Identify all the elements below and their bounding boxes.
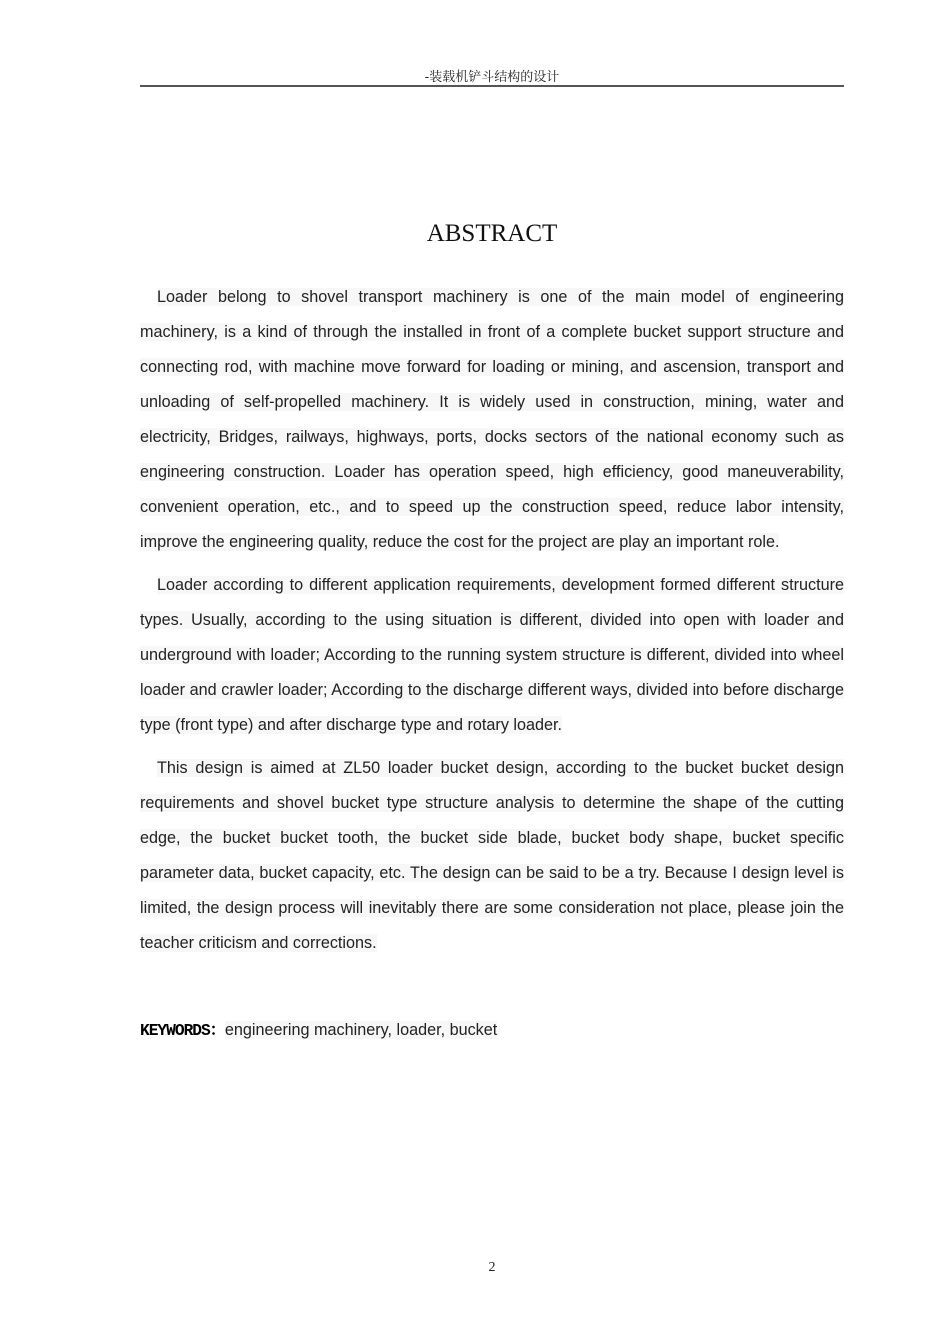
- paragraph-text: Loader according to different application requirements, development formed different structure types. Usually, according to the using situation is different, divided into open with loader and underground with loader; According to the running system structure is different, divided into wheel loader and crawler loader; According to the discharge different ways, divided into before discharge type (front type) and after discharge type and rotary loader.: [140, 576, 844, 734]
- page-number: 2: [488, 1260, 496, 1275]
- paragraph-text: This design is aimed at ZL50 loader bucket design, according to the bucket bucket design requirements and shovel bucket type structure analysis to determine the shape of the cutting edge, the bucket bucket tooth, the bucket side blade, bucket body shape, bucket specific parameter data, bucket capacity, etc. The design can be said to be a try. Because I design level is limited, the design process will inevitably there are some consideration not place, please join the teacher criticism and corrections.: [140, 759, 844, 952]
- running-header: -装载机铲斗结构的设计: [424, 70, 560, 85]
- abstract-body: [140, 280, 844, 969]
- paragraph: [140, 568, 844, 743]
- abstract-title: ABSTRACT: [426, 220, 558, 247]
- paragraph-text: Loader belong to shovel transport machinery is one of the main model of engineering machinery, is a kind of through the installed in front of a complete bucket support structure and connecting rod, with machine move forward for loading or mining, and ascension, transport and unloading of self-propelled machinery. It is widely used in construction, mining, water and electricity, Bridges, railways, highways, ports, docks sectors of the national economy such as engineering construction. Loader has operation speed, high efficiency, good maneuverability, convenient operation, etc., and to speed up the construction speed, reduce labor intensity, improve the engineering quality, reduce the cost for the project are play an important role.: [140, 288, 844, 551]
- header-rule: [140, 85, 844, 87]
- paragraph: [140, 280, 844, 560]
- keywords-text: engineering machinery, loader, bucket: [224, 1021, 498, 1039]
- keywords-label: KEYWORDS：: [140, 1022, 225, 1040]
- paragraph: [140, 751, 844, 961]
- keywords: [140, 1016, 497, 1040]
